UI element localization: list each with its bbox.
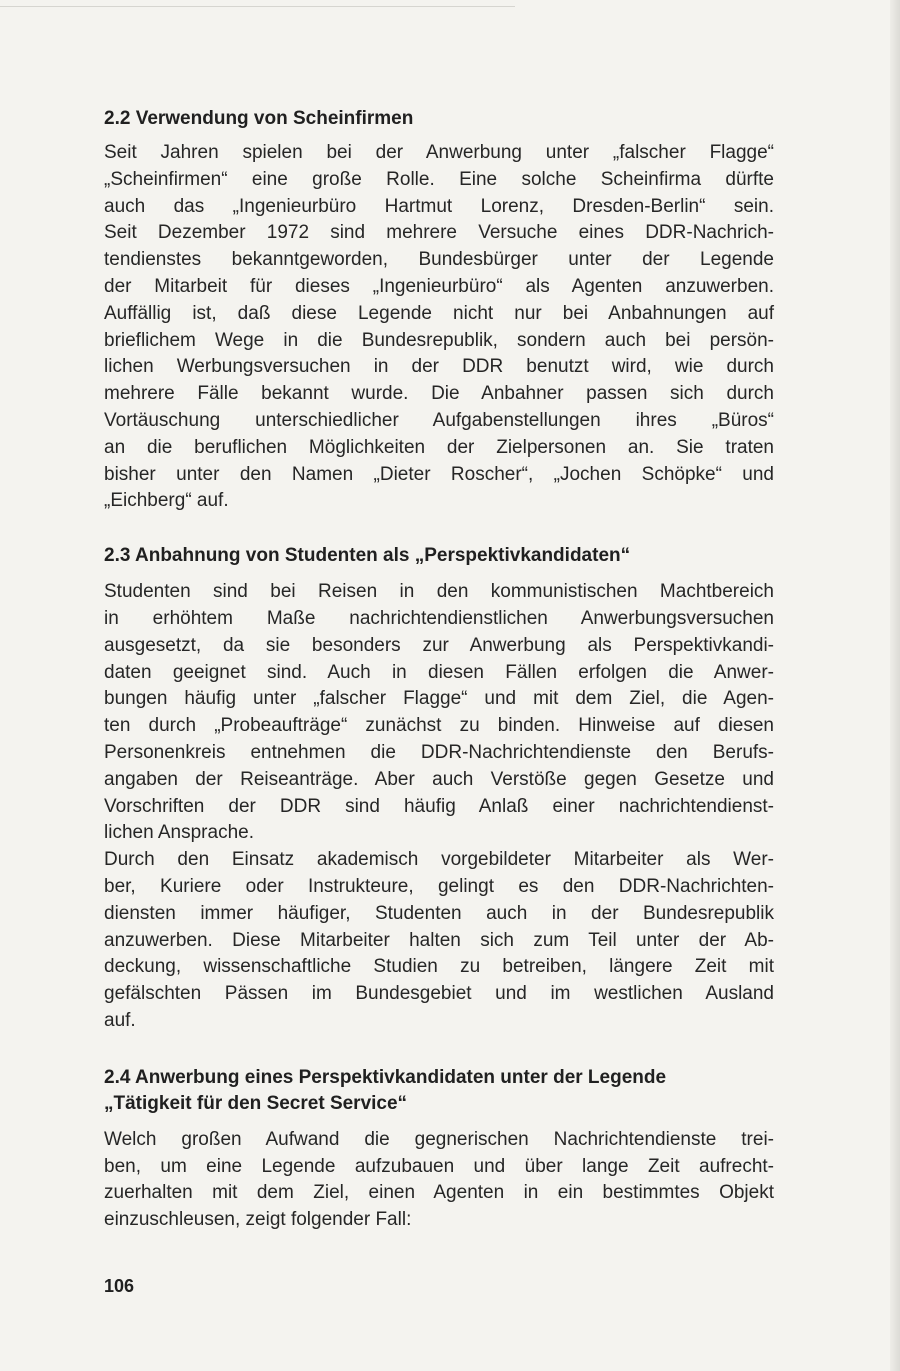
section-heading: 2.2 Verwendung von Scheinfirmen: [104, 108, 414, 129]
text-line: Durch den Einsatz akademisch vorgebildeter Mitarbeiter als Wer-: [104, 849, 774, 871]
text-line: an die beruflichen Möglichkeiten der Zielpersonen an. Sie traten: [104, 436, 774, 458]
text-line: ten durch „Probeaufträge“ zunächst zu binden. Hinweise auf diesen: [104, 715, 774, 737]
text-line: bisher unter den Namen „Dieter Roscher“, „Jochen Schöpke“ und: [104, 463, 774, 485]
text-line: anzuwerben. Diese Mitarbeiter halten sich zum Teil unter der Ab-: [104, 929, 774, 951]
text-line: auch das „Ingenieurbüro Hartmut Lorenz, Dresden-Berlin“ sein.: [104, 195, 774, 217]
text-line: einzuschleusen, zeigt folgender Fall:: [104, 1209, 412, 1231]
section-text: [104, 1127, 774, 1234]
text-line: auf.: [104, 1009, 136, 1031]
text-line: diensten immer häufiger, Studenten auch in der Bundesrepublik: [104, 902, 774, 924]
top-rule: [0, 6, 515, 7]
page-body: [104, 106, 774, 1234]
text-line: lichen Werbungsversuchen in der DDR benutzt wird, wie durch: [104, 356, 774, 378]
text-line: zuerhalten mit dem Ziel, einen Agenten in ein bestimmtes Objekt: [104, 1182, 774, 1204]
section-text: [104, 140, 774, 515]
text-line: ausgesetzt, da sie besonders zur Anwerbung als Perspektivkandi-: [104, 634, 774, 656]
page-edge-shadow: [890, 0, 900, 1371]
section-heading: 2.3 Anbahnung von Studenten als „Perspektivkandidaten“: [104, 545, 631, 567]
text-line: Auffällig ist, daß diese Legende nicht nur bei Anbahnungen auf: [104, 302, 774, 324]
heading-line: 2.4 Anwerbung eines Perspektivkandidaten unter der Legende: [104, 1066, 667, 1088]
text-line: Personenkreis entnehmen die DDR-Nachrichtendienste den Berufs-: [104, 741, 774, 763]
text-line: der Mitarbeit für dieses „Ingenieurbüro“ als Agenten anzuwerben.: [104, 275, 774, 297]
section-heading: [104, 1065, 774, 1117]
text-line: daten geeignet sind. Auch in diesen Fällen erfolgen die Anwer-: [104, 661, 774, 683]
text-line: brieflichem Wege in die Bundesrepublik, sondern auch bei persön-: [104, 329, 774, 351]
text-line: tendienstes bekanntgeworden, Bundesbürger unter der Legende: [104, 249, 774, 271]
text-line: Vorschriften der DDR sind häufig Anlaß einer nachrichtendienst-: [104, 795, 774, 817]
text-line: „Eichberg“ auf.: [104, 490, 229, 512]
text-line: Studenten sind bei Reisen in den kommunistischen Machtbereich: [104, 581, 774, 603]
section-2-2: [104, 106, 774, 515]
section-2-3: [104, 543, 774, 1035]
text-line: angaben der Reiseanträge. Aber auch Verstöße gegen Gesetze und: [104, 768, 774, 790]
text-line: gefälschten Pässen im Bundesgebiet und im westlichen Ausland: [104, 983, 774, 1005]
text-line: Seit Dezember 1972 sind mehrere Versuche eines DDR-Nachrich-: [104, 222, 774, 244]
text-line: in erhöhtem Maße nachrichtendienstlichen Anwerbungsversuchen: [104, 607, 774, 629]
text-line: Vortäuschung unterschiedlicher Aufgabenstellungen ihres „Büros“: [104, 409, 774, 431]
text-line: „Scheinfirmen“ eine große Rolle. Eine solche Scheinfirma dürfte: [104, 168, 774, 190]
section-text: [104, 579, 774, 1035]
text-line: ben, um eine Legende aufzubauen und über lange Zeit aufrecht-: [104, 1155, 774, 1177]
text-line: mehrere Fälle bekannt wurde. Die Anbahner passen sich durch: [104, 383, 774, 405]
text-line: bungen häufig unter „falscher Flagge“ und mit dem Ziel, die Agen-: [104, 688, 774, 710]
heading-line: „Tätigkeit für den Secret Service“: [104, 1092, 408, 1114]
section-2-4: [104, 1065, 774, 1234]
text-line: ber, Kuriere oder Instrukteure, gelingt es den DDR-Nachrichten-: [104, 875, 774, 897]
text-line: deckung, wissenschaftliche Studien zu betreiben, längere Zeit mit: [104, 956, 774, 978]
page-number: 106: [104, 1276, 135, 1296]
text-line: Seit Jahren spielen bei der Anwerbung unter „falscher Flagge“: [104, 142, 774, 163]
text-line: lichen Ansprache.: [104, 822, 254, 844]
text-line: Welch großen Aufwand die gegnerischen Nachrichtendienste trei-: [104, 1128, 774, 1150]
